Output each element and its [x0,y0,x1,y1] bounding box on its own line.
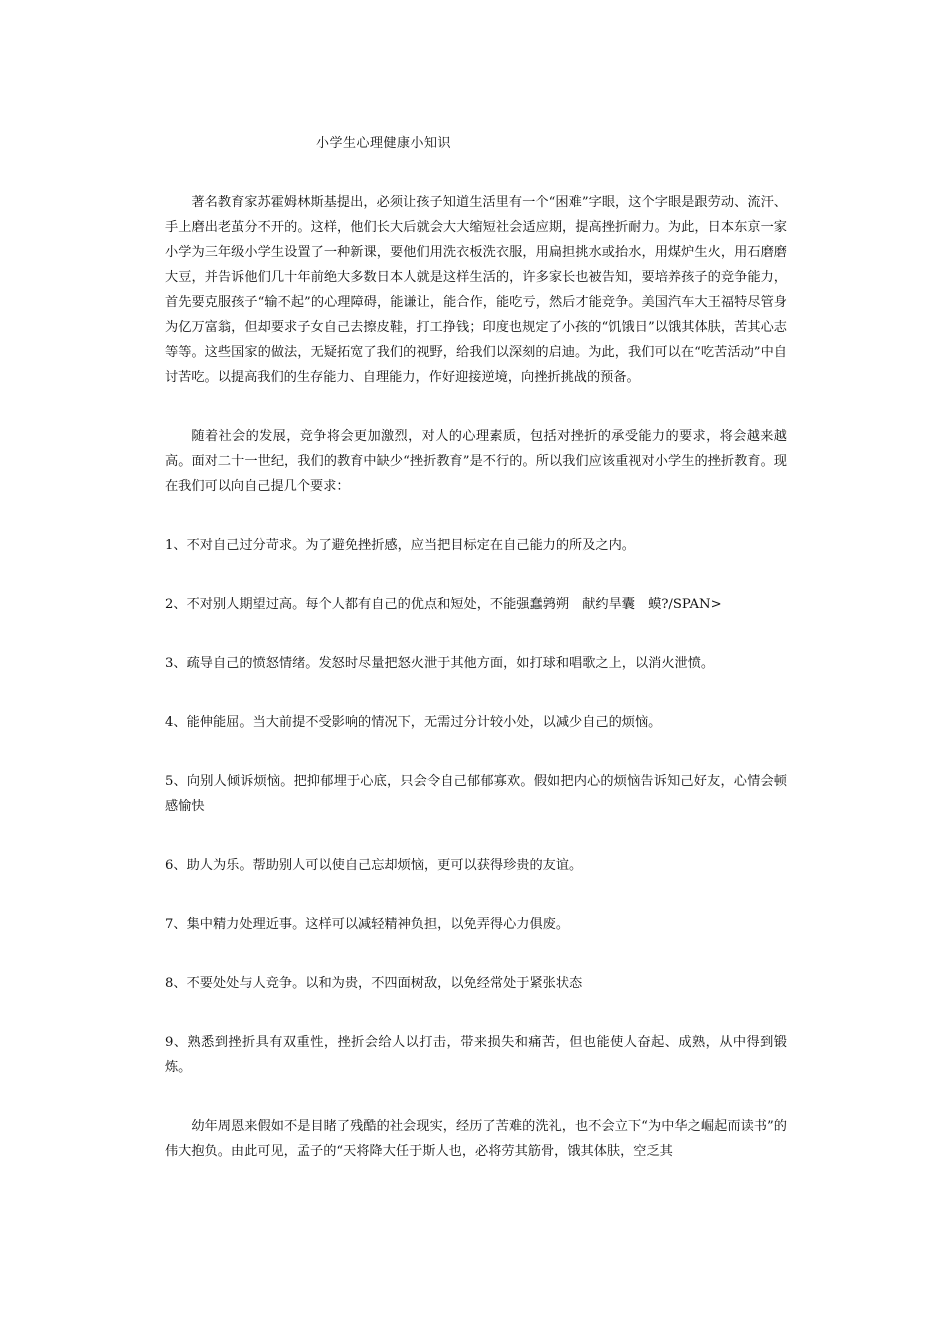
list-item-8: 8、不要处处与人竞争。以和为贵，不四面树敌，以免经常处于紧张状态 [165,976,583,991]
list-item-5: 5、向别人倾诉烦恼。把抑郁埋于心底，只会令自己郁郁寡欢。假如把内心的烦恼告诉知己好友，心情会顿感愉快 [165,774,787,814]
paragraph-conclusion: 幼年周恩来假如不是目睹了残酷的社会现实，经历了苦难的洗礼，也不会立下“为中华之崛起而读书”的伟大抱负。由此可见，孟子的“天将降大任于斯人也，必将劳其筋骨，饿其体肤，空乏其 [165,1119,787,1159]
list-item-6: 6、助人为乐。帮助别人可以使自己忘却烦恼，更可以获得珍贵的友谊。 [165,858,583,873]
list-item-4: 4、能伸能屈。当大前提不受影响的情况下，无需过分计较小处，以减少自己的烦恼。 [165,715,662,730]
list-item-2: 2、不对别人期望过高。每个人都有自己的优点和短处，不能强蠢鹑朔 献约旱囊 蟆?/SPAN> [165,597,722,612]
paragraph-intro: 著名教育家苏霍姆林斯基提出，必须让孩子知道生活里有一个“困难”字眼，这个字眼是跟劳动、流汗、手上磨出老茧分不开的。这样，他们长大后就会大大缩短社会适应期，提高挫折耐力。为此，日本东京一家小学为三年级小学生设置了一种新课，要他们用洗衣板洗衣服，用扁担挑水或抬水，用煤炉生火，用石磨磨大豆，并告诉他们几十年前绝大多数日本人就是这样生活的，许多家长也被告知，要培养孩子的竞争能力，首先要克服孩子“输不起”的心理障碍，能谦让，能合作，能吃亏，然后才能竞争。美国汽车大王福特尽管身为亿万富翁，但却要求子女自己去擦皮鞋，打工挣钱；印度也规定了小孩的“饥饿日”以饿其体肤，苦其心志等等。这些国家的做法，无疑拓宽了我们的视野，给我们以深刻的启迪。为此，我们可以在“吃苦活动”中自讨苦吃。以提高我们的生存能力、自理能力，作好迎接逆境，向挫折挑战的预备。 [165,195,787,385]
list-item-9: 9、熟悉到挫折具有双重性，挫折会给人以打击，带来损失和痛苦，但也能使人奋起、成熟，从中得到锻炼。 [165,1035,787,1075]
list-item-3: 3、疏导自己的愤怒情绪。发怒时尽量把怒火泄于其他方面，如打球和唱歌之上，以消火泄愤。 [165,656,715,671]
list-item-7: 7、集中精力处理近事。这样可以减轻精神负担，以免弄得心力俱废。 [165,917,570,932]
paragraph-requirements-intro: 随着社会的发展，竞争将会更加激烈，对人的心理素质，包括对挫折的承受能力的要求，将会越来越高。面对二十一世纪，我们的教育中缺少“挫折教育”是不行的。所以我们应该重视对小学生的挫折教育。现在我们可以向自己提几个要求： [165,429,787,494]
document-title: 小学生心理健康小知识 [316,136,452,151]
list-item-1: 1、不对自己过分苛求。为了避免挫折感，应当把目标定在自己能力的所及之内。 [165,538,635,553]
document-body [165,190,787,1164]
